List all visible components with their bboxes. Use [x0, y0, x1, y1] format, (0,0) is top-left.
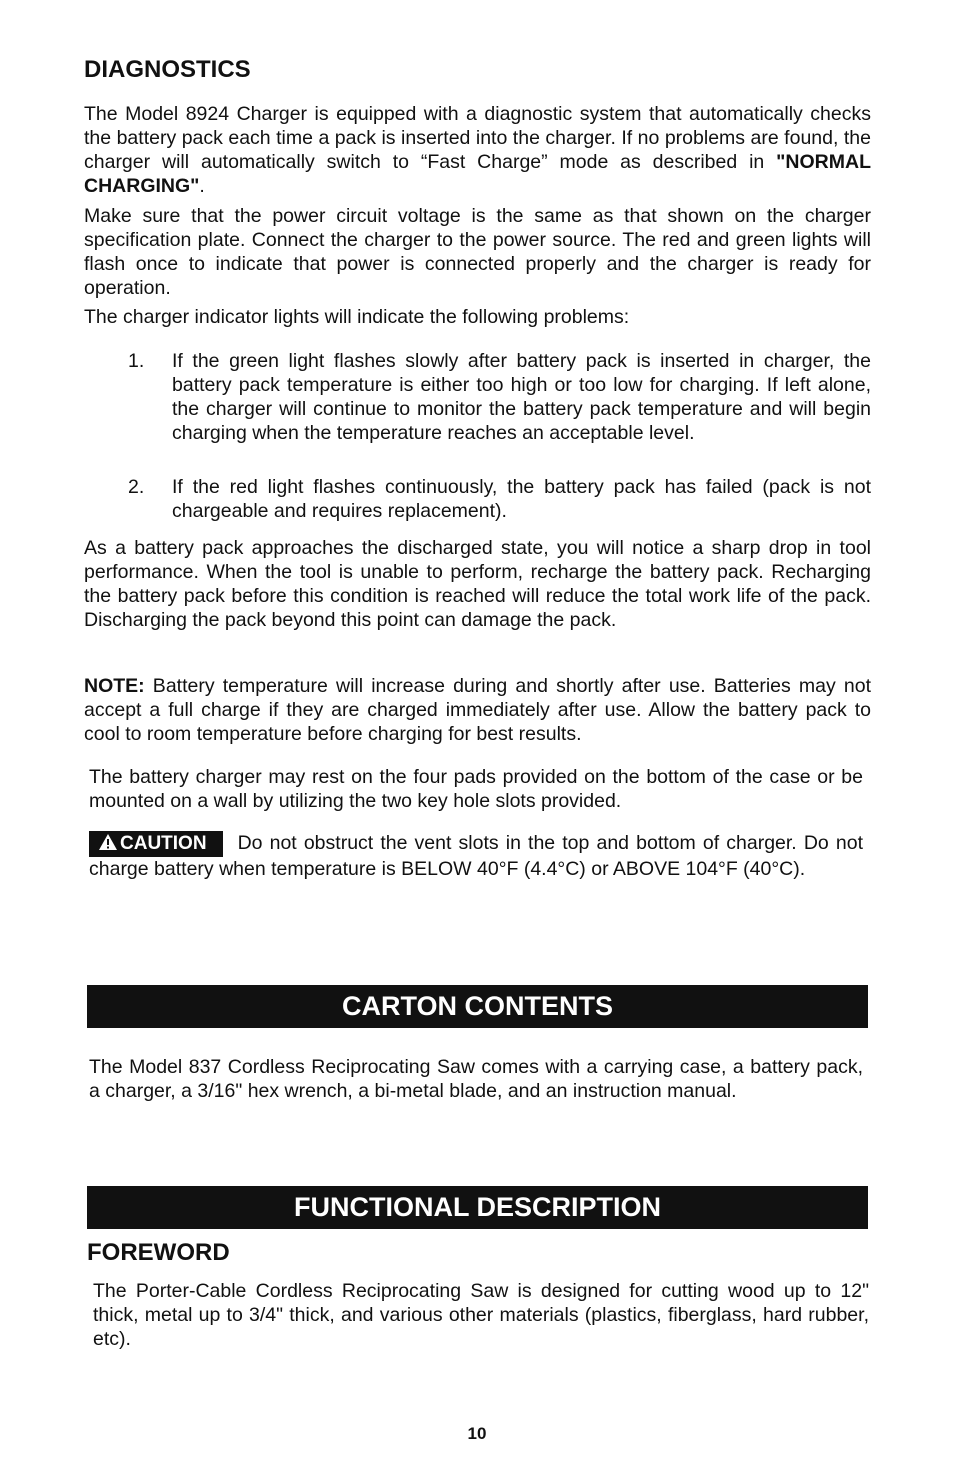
functional-description-banner: FUNCTIONAL DESCRIPTION — [87, 1186, 868, 1229]
list-item-text: If the green light flashes slowly after battery pack is inserted in charger, the battery pack temperature is either too high or too low for charging. If left alone, the charger will continue to monitor the battery pack temperature and will begin charging when the temperature reaches an acceptable level. — [172, 350, 871, 444]
diagnostics-paragraph-2: Make sure that the power circuit voltage is the same as that shown on the charger specification plate. Connect the charger to the power source. The red and green lights will flash once to indicate that power is connected properly and the charger is ready for operation. — [84, 205, 871, 299]
mounting-paragraph: The battery charger may rest on the four pads provided on the bottom of the case or be mounted on a wall by utilizing the two key hole slots provided. — [89, 766, 863, 812]
carton-contents-text: The Model 837 Cordless Reciprocating Saw comes with a carrying case, a battery pack, a charger, a 3/16" hex wrench, a bi-metal blade, and an instruction manual. — [89, 1056, 863, 1102]
caution-badge — [89, 831, 223, 857]
diagnostics-p1-start: The Model 8924 Charger is equipped with a diagnostic system that automatically checks the battery pack each time a pack is inserted into the charger. If no problems are found, the charger will automatically switch to “Fast Charge” mode as described in — [84, 103, 871, 173]
diagnostics-p1-end: . — [199, 175, 205, 197]
discharge-paragraph: As a battery pack approaches the discharged state, you will notice a sharp drop in tool performance. When the tool is unable to perform, recharge the battery pack. Recharging the battery pack before this condition is reached will reduce the total work life of the pack. Discharging the pack beyond this point can damage the pack. — [84, 537, 871, 631]
normal-charging-reference: "NORMAL CHARGING" — [84, 151, 871, 197]
diagnostics-heading: DIAGNOSTICS — [84, 56, 251, 83]
list-item-number: 1. — [128, 350, 145, 372]
page-number: 10 — [467, 1424, 487, 1443]
diagnostics-paragraph-3: The charger indicator lights will indicate the following problems: — [84, 306, 630, 328]
note-paragraph — [84, 674, 871, 746]
carton-contents-banner: CARTON CONTENTS — [87, 985, 868, 1028]
note-text: Battery temperature will increase during and shortly after use. Batteries may not accept a full charge if they are charged immediately after use. Allow the battery pack to cool to room temperature before charging for best results. — [84, 675, 871, 745]
foreword-text: The Porter-Cable Cordless Reciprocating Saw is designed for cutting wood up to 12" thick, metal up to 3/4" thick, and various other materials (plastics, fiberglass, hard rubber, etc). — [93, 1280, 869, 1350]
note-label: NOTE: — [84, 675, 145, 697]
foreword-heading: FOREWORD — [87, 1239, 230, 1266]
list-item-number: 2. — [128, 476, 145, 498]
caution-paragraph — [89, 831, 863, 881]
caution-text: Do not obstruct the vent slots in the top and bottom of charger. Do not charge battery when temperature is BELOW 40°F (4.4°C) or ABOVE 104°F (40°C). — [89, 832, 863, 880]
diagnostics-paragraph-1 — [84, 102, 871, 198]
caution-label: CAUTION — [120, 833, 207, 854]
list-item-text: If the red light flashes continuously, the battery pack has failed (pack is not chargeable and requires replacement). — [172, 476, 871, 522]
problem-list — [128, 349, 871, 529]
warning-triangle-icon — [98, 833, 118, 851]
